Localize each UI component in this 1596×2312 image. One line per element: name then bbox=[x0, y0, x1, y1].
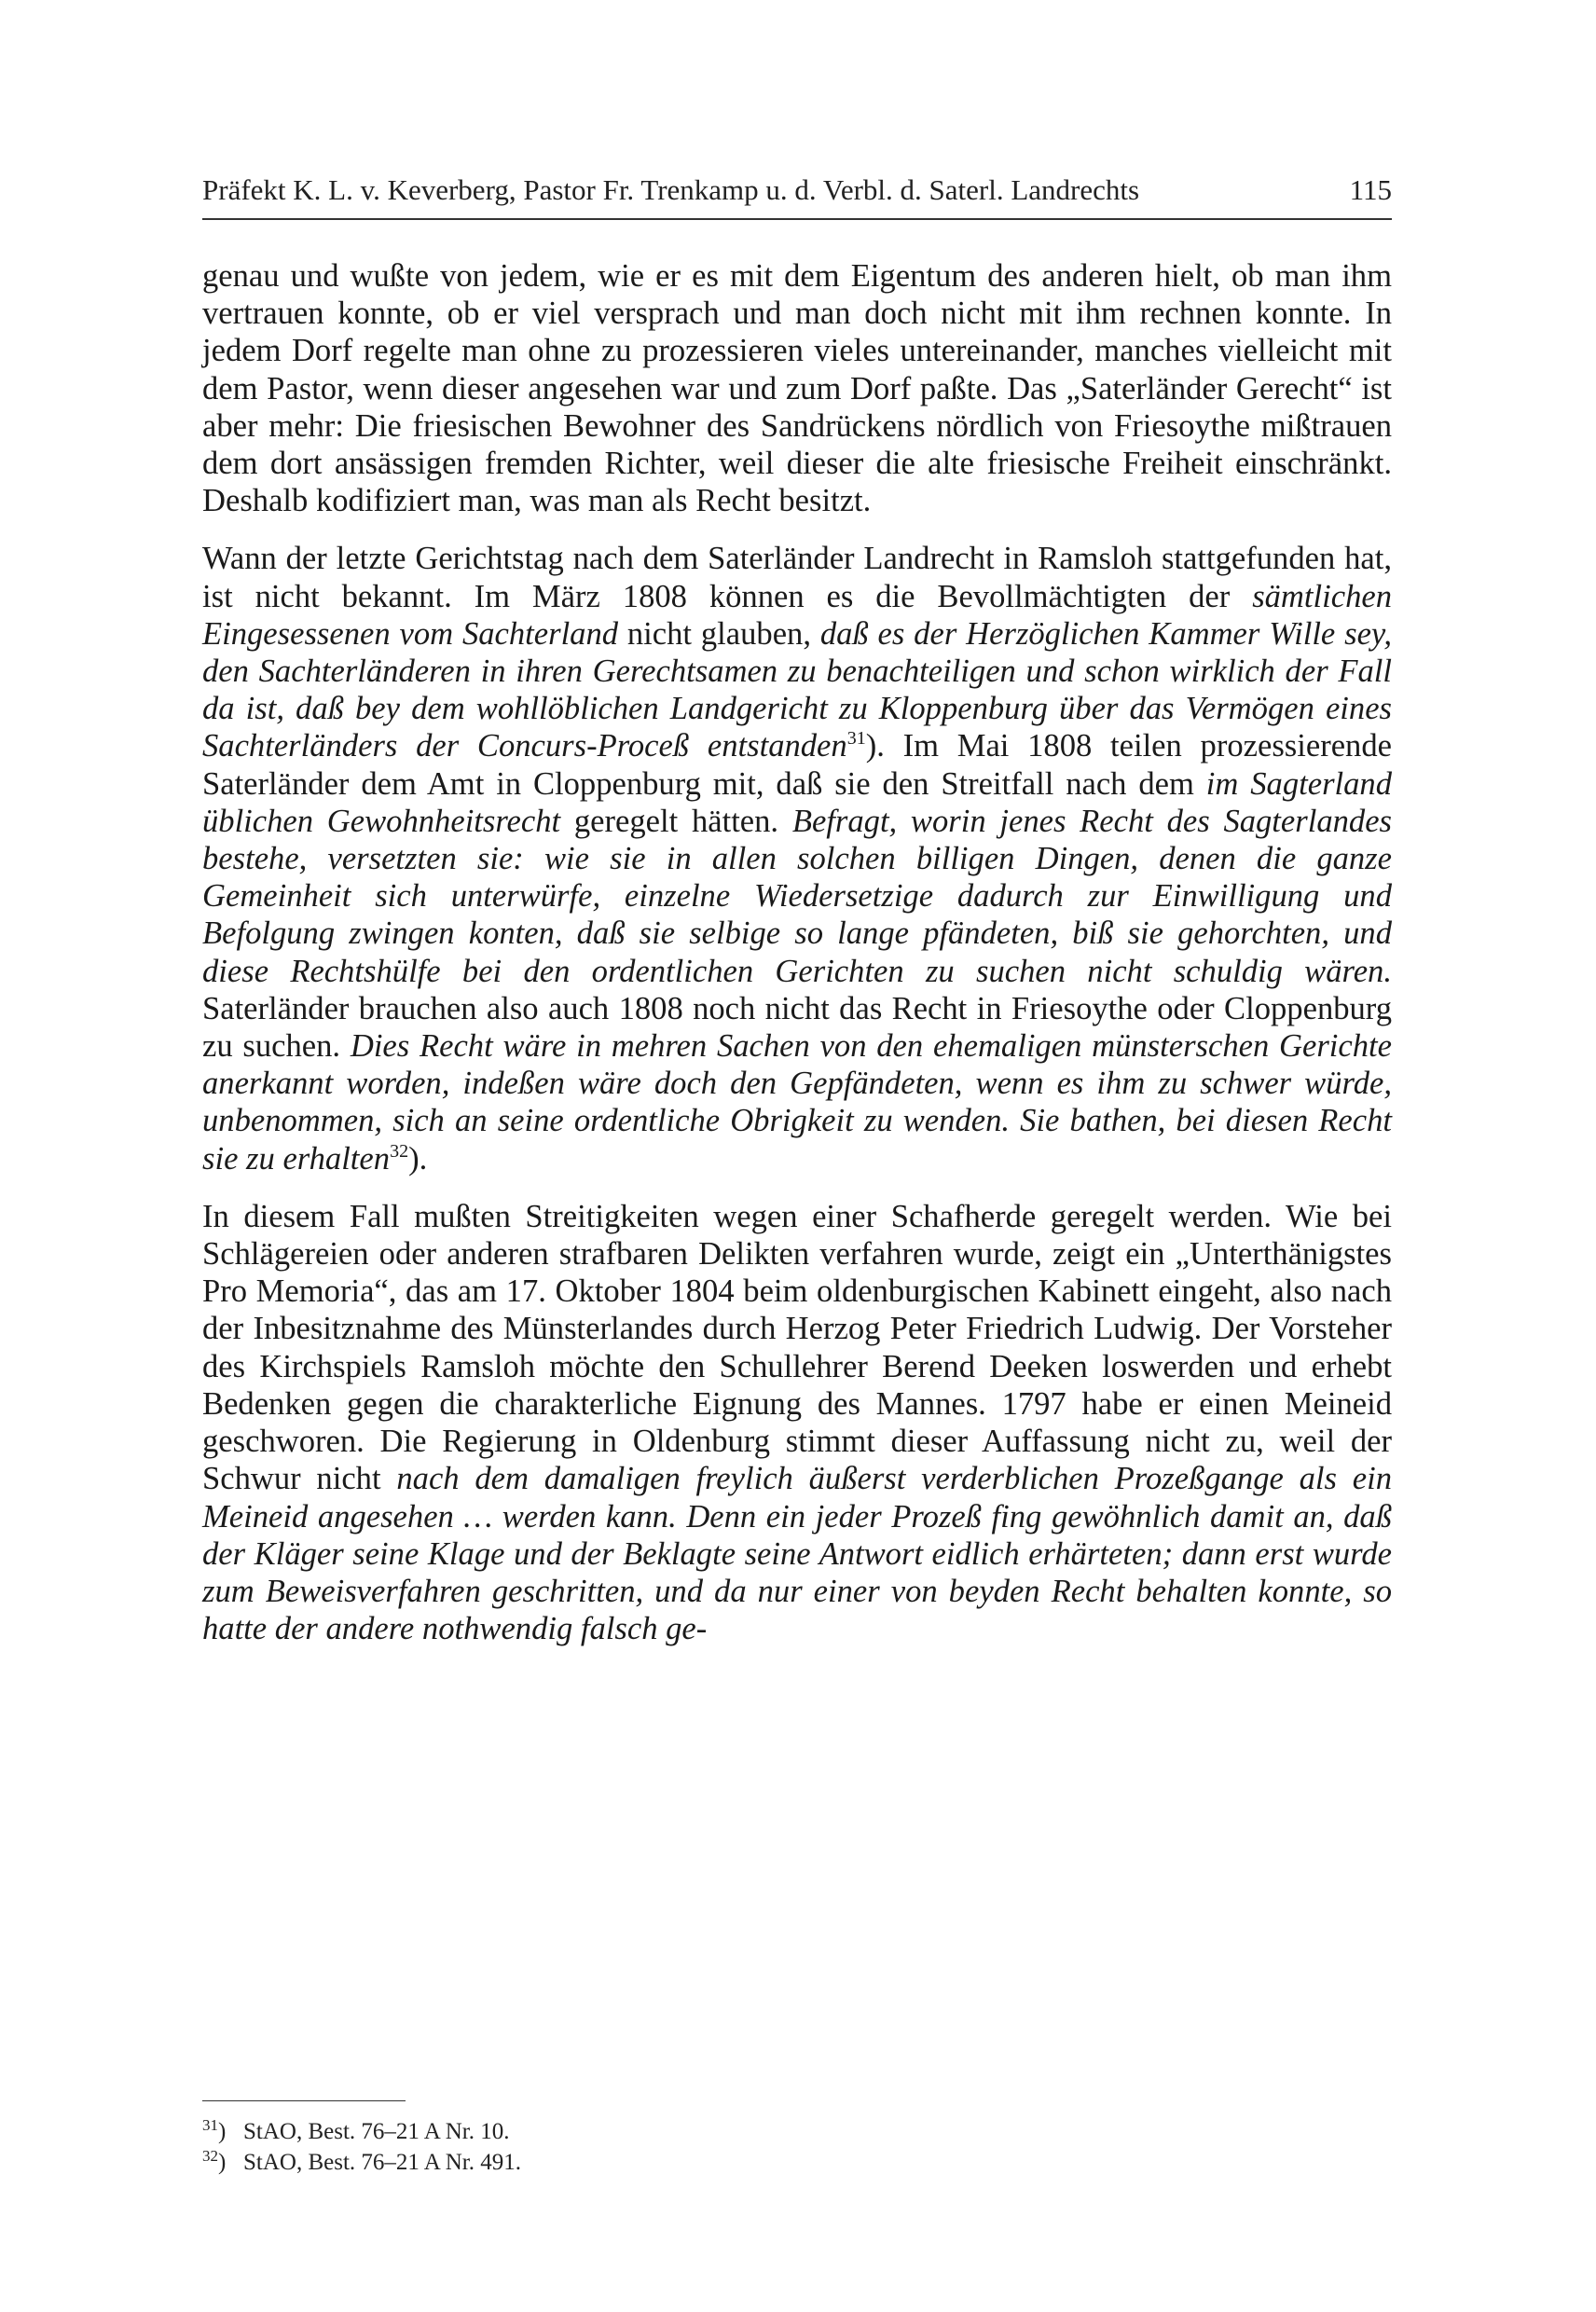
italic-quotation: daß es der Herzöglichen Kammer Wille sey, den Sachterländeren in ihren Gerechtsamen zu benachteiligen und schon wirklich der Fall da ist, daß bey dem wohllöblichen Landgericht zu Kloppenburg über das Vermögen eines Sachterländers der Concurs-Proceß entstanden bbox=[202, 615, 1392, 764]
running-head bbox=[202, 172, 1392, 209]
paragraph bbox=[202, 1198, 1392, 1647]
paragraph bbox=[202, 257, 1392, 519]
italic-quotation: nach dem damaligen freylich äußerst verderblichen Prozeßgange als ein Meineid angesehen … werden kann. Denn ein jeder Prozeß fing gewöhnlich damit an, daß der Kläger seine Klage und der Beklagte seine Antwort eidlich erhärteten; dann erst wurde zum Beweisverfahren geschritten, und da nur einer von beyden Recht behalten konnte, so hatte der andere nothwendig falsch ge- bbox=[202, 1461, 1393, 1647]
text-run: geregelt hätten. bbox=[560, 803, 792, 839]
text-run: ). bbox=[408, 1140, 428, 1177]
text-run: Saterländer brauchen also auch 1808 noch nicht das Recht in Friesoythe oder Cloppenburg zu suchen. bbox=[202, 990, 1392, 1065]
footnote-text: StAO, Best. 76–21 A Nr. 491. bbox=[243, 2150, 521, 2175]
footnote-marker: $^{32}$) bbox=[202, 2147, 227, 2175]
footnote-31 bbox=[202, 2116, 1392, 2147]
footnote-rule bbox=[202, 2100, 406, 2101]
text-run: In diesem Fall mußten Streitigkeiten wegen einer Schafherde geregelt werden. Wie bei Schlägereien oder anderen strafbaren Delikten verfahren wurde, zeigt ein „Unterthänigstes Pro Memoria“, das am 17. Oktober 1804 beim oldenburgischen Kabinett eingeht, also nach der Inbesitznahme des Münsterlandes durch Herzog Peter Friedrich Ludwig. Der Vorsteher des Kirchspiels Ramsloh möchte den Schullehrer Berend Deeken loswerden und erhebt Bedenken gegen die charakterliche Eignung des Mannes. 1797 habe er einen Meineid geschworen. Die Regierung in Oldenburg stimmt dieser Auffassung nicht zu, weil der Schwur nicht bbox=[202, 1198, 1392, 1497]
running-title: Präfekt K. L. v. Keverberg, Pastor Fr. Trenkamp u. d. Verbl. d. Saterl. Landrechts bbox=[202, 173, 1140, 206]
page-number: 115 bbox=[1349, 173, 1392, 206]
main-text bbox=[202, 257, 1392, 1647]
footnote-marker: $^{31}$) bbox=[202, 2116, 227, 2144]
footnote-32 bbox=[202, 2147, 1392, 2178]
text-run: genau und wußte von jedem, wie er es mit dem Eigentum des anderen hielt, ob man ihm vertrauen konnte, ob er viel versprach und man doch nicht mit ihm rechnen konnte. In jedem Dorf regelte man ohne zu prozessieren vieles untereinander, manches vielleicht mit dem Pastor, wenn dieser angesehen war und zum Dorf paßte. Das „Saterländer Gerecht“ ist aber mehr: Die friesischen Bewohner des Sandrückens nördlich von Friesoythe mißtrauen dem dort ansässigen fremden Richter, weil dieser die alte friesische Freiheit einschränkt. Deshalb kodifiziert man, was man als Recht besitzt. bbox=[202, 258, 1392, 519]
italic-quotation: Dies Recht wäre in mehren Sachen von den ehemaligen münsterschen Gerichte anerkannt worden, indeßen wäre doch den Gepfändeten, wenn es ihm zu schwer würde, unbenommen, sich an seine ordentliche Obrigkeit zu wenden. Sie bathen, bei diesen Recht sie zu erhalten bbox=[202, 1028, 1392, 1177]
text-run: nicht glauben, bbox=[618, 615, 820, 652]
paragraph bbox=[202, 540, 1392, 1177]
text-run: Wann der letzte Gerichtstag nach dem Saterländer Landrecht in Ramsloh stattgefunden hat, ist nicht bekannt. Im März 1808 können es die Bevollmächtigten der bbox=[202, 541, 1392, 614]
text-run: ). Im Mai 1808 teilen prozessierende Saterländer dem Amt in Cloppenburg mit, daß sie den Streitfall nach dem bbox=[202, 728, 1392, 802]
footnote-text: StAO, Best. 76–21 A Nr. 10. bbox=[243, 2119, 510, 2144]
footnote-reference: 31 bbox=[846, 728, 866, 750]
footnote-reference: 32 bbox=[390, 1140, 409, 1162]
header-rule bbox=[202, 218, 1392, 220]
footnotes bbox=[202, 2116, 1392, 2178]
italic-quotation: Befragt, worin jenes Recht des Sagterlandes bestehe, versetzten sie: wie sie in allen solchen billigen Dingen, denen die ganze Gemeinheit sich unterwürfe, einzelne Wiedersetzige dadurch zur Einwilligung und Befolgung zwingen konten, daß sie selbige so lange pfändeten, biß sie gehorchten, und diese Rechtshülfe bei den ordentlichen Gerichten zu suchen nicht schuldig wären. bbox=[202, 803, 1392, 989]
italic-quotation: sämtlichen Eingesessenen vom Sachterland bbox=[202, 578, 1392, 652]
italic-quotation: im Sagterland üblichen Gewohnheitsrecht bbox=[202, 765, 1392, 839]
